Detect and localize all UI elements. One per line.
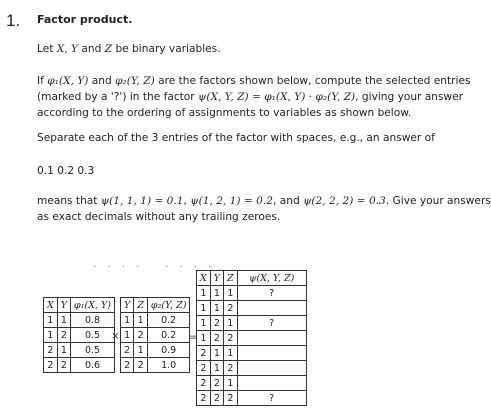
phi2-cell: 1 bbox=[121, 328, 134, 343]
psi-cell: 2 bbox=[197, 391, 211, 406]
psi-cell: 1 bbox=[224, 346, 238, 361]
phi1-value: 0.5 bbox=[71, 343, 115, 358]
psi-cell: 1 bbox=[210, 346, 223, 361]
phi1-cell: 1 bbox=[57, 313, 70, 328]
phi1-cell: 1 bbox=[44, 313, 58, 328]
table-row bbox=[197, 391, 307, 406]
phi1-cell: 2 bbox=[44, 343, 58, 358]
table-row bbox=[44, 343, 115, 358]
expl-math-3: ψ(2, 2, 2) = 0.3 bbox=[303, 195, 386, 207]
psi-cell: 2 bbox=[197, 346, 211, 361]
phi1-cell: 2 bbox=[57, 358, 70, 373]
example-explanation bbox=[37, 193, 491, 225]
intro-text-a: Let bbox=[37, 43, 57, 55]
psi-cell: 2 bbox=[224, 331, 238, 346]
table-row bbox=[197, 376, 307, 391]
phi2-table bbox=[120, 297, 190, 373]
phi1-table bbox=[43, 297, 115, 373]
expl-math-1: ψ(1, 1, 1) = 0.1 bbox=[100, 195, 184, 207]
table-row bbox=[197, 301, 307, 316]
phi1-cell: 1 bbox=[57, 343, 70, 358]
phi2-header-z: Z bbox=[134, 298, 148, 313]
instruction-paragraph bbox=[37, 73, 471, 121]
decorative-dots-left: · · · · bbox=[93, 262, 144, 273]
example-answer: 0.1 0.2 0.3 bbox=[37, 165, 95, 177]
psi-cell: 1 bbox=[210, 301, 223, 316]
table-row bbox=[44, 328, 115, 343]
psi-value bbox=[237, 346, 306, 361]
psi-cell: 1 bbox=[197, 331, 211, 346]
instr-text-c: are the factors shown below, compute the selected entries bbox=[154, 75, 471, 87]
psi-cell: 1 bbox=[224, 376, 238, 391]
instr-math-psi: ψ(X, Y, Z) = φ₁(X, Y) · φ₂(Y, Z) bbox=[198, 91, 356, 103]
phi1-cell: 2 bbox=[44, 358, 58, 373]
phi1-value: 0.5 bbox=[71, 328, 115, 343]
psi-cell: 2 bbox=[210, 331, 223, 346]
expl-text-a: means that bbox=[37, 195, 101, 207]
psi-cell: 2 bbox=[224, 361, 238, 376]
intro-text-b: and bbox=[78, 43, 105, 55]
expl-text-b: , bbox=[183, 195, 191, 207]
psi-header-y: Y bbox=[210, 271, 223, 286]
phi1-header-value: φ₁(X, Y) bbox=[71, 298, 115, 313]
psi-cell: 1 bbox=[224, 316, 238, 331]
intro-paragraph bbox=[37, 41, 221, 57]
instr-math-phi2: φ₂(Y, Z) bbox=[115, 75, 155, 87]
phi2-value: 0.2 bbox=[147, 313, 190, 328]
intro-var-z: Z bbox=[104, 43, 113, 55]
table-row bbox=[197, 286, 307, 301]
psi-cell: 1 bbox=[197, 301, 211, 316]
psi-cell: 1 bbox=[224, 286, 238, 301]
phi2-value: 1.0 bbox=[147, 358, 190, 373]
expl-text-d: . Give your answers bbox=[385, 195, 491, 207]
table-row bbox=[121, 313, 190, 328]
explanation-line-1 bbox=[37, 193, 491, 209]
psi-value bbox=[237, 331, 306, 346]
table-row bbox=[197, 361, 307, 376]
instruction-line-3: according to the ordering of assignments to variables as shown below. bbox=[37, 107, 412, 119]
question-number: 1. bbox=[6, 11, 21, 30]
phi1-cell: 1 bbox=[44, 328, 58, 343]
instruction-line-2 bbox=[37, 89, 471, 105]
psi-cell: 1 bbox=[210, 361, 223, 376]
psi-cell: 2 bbox=[224, 391, 238, 406]
phi2-header-row bbox=[121, 298, 190, 313]
phi2-header-value: φ₂(Y, Z) bbox=[147, 298, 190, 313]
table-row bbox=[121, 328, 190, 343]
psi-value bbox=[237, 376, 306, 391]
phi1-value: 0.8 bbox=[71, 313, 115, 328]
phi2-cell: 2 bbox=[121, 358, 134, 373]
expl-text-c: , and bbox=[273, 195, 304, 207]
phi1-header-y: Y bbox=[57, 298, 70, 313]
phi1-header-row bbox=[44, 298, 115, 313]
phi2-value: 0.9 bbox=[147, 343, 190, 358]
phi2-cell: 2 bbox=[134, 328, 148, 343]
psi-cell: 2 bbox=[210, 376, 223, 391]
phi1-cell: 2 bbox=[57, 328, 70, 343]
phi2-value: 0.2 bbox=[147, 328, 190, 343]
psi-header-x: X bbox=[197, 271, 211, 286]
psi-cell: 1 bbox=[210, 286, 223, 301]
psi-value: ? bbox=[237, 286, 306, 301]
table-row bbox=[44, 358, 115, 373]
psi-cell: 2 bbox=[224, 301, 238, 316]
psi-header-z: Z bbox=[224, 271, 238, 286]
table-row bbox=[44, 313, 115, 328]
decorative-dots-right: · · · · bbox=[165, 262, 216, 273]
table-row bbox=[121, 343, 190, 358]
psi-cell: 2 bbox=[197, 361, 211, 376]
table-row bbox=[197, 331, 307, 346]
phi1-header-x: X bbox=[44, 298, 58, 313]
intro-vars-xy: X, Y bbox=[56, 43, 79, 55]
psi-cell: 2 bbox=[210, 391, 223, 406]
psi-value: ? bbox=[237, 391, 306, 406]
psi-cell: 2 bbox=[210, 316, 223, 331]
psi-table bbox=[196, 270, 307, 406]
psi-value bbox=[237, 301, 306, 316]
table-row bbox=[121, 358, 190, 373]
phi2-header-y: Y bbox=[121, 298, 134, 313]
explanation-line-2: as exact decimals without any trailing zeroes. bbox=[37, 211, 281, 223]
instr-text-e: , giving your answer bbox=[355, 91, 464, 103]
question-title: Factor product. bbox=[37, 13, 133, 26]
equals-operator: = bbox=[189, 332, 198, 343]
phi1-value: 0.6 bbox=[71, 358, 115, 373]
instr-text-b: and bbox=[88, 75, 116, 87]
phi2-cell: 2 bbox=[121, 343, 134, 358]
psi-header-value: ψ(X, Y, Z) bbox=[237, 271, 306, 286]
instruction-line-1 bbox=[37, 73, 471, 89]
times-operator: × bbox=[111, 331, 120, 342]
intro-text-c: be binary variables. bbox=[112, 43, 221, 55]
expl-math-2: ψ(1, 2, 1) = 0.2 bbox=[190, 195, 274, 207]
psi-cell: 2 bbox=[197, 376, 211, 391]
table-row bbox=[197, 316, 307, 331]
instr-text-d: (marked by a '?') in the factor bbox=[37, 91, 199, 103]
psi-value: ? bbox=[237, 316, 306, 331]
phi2-cell: 1 bbox=[121, 313, 134, 328]
separator-instruction: Separate each of the 3 entries of the factor with spaces, e.g., an answer of bbox=[37, 132, 435, 144]
psi-value bbox=[237, 361, 306, 376]
phi2-cell: 1 bbox=[134, 313, 148, 328]
phi2-cell: 2 bbox=[134, 358, 148, 373]
psi-cell: 1 bbox=[197, 316, 211, 331]
instr-math-phi1: φ₁(X, Y) bbox=[47, 75, 89, 87]
psi-cell: 1 bbox=[197, 286, 211, 301]
table-row bbox=[197, 346, 307, 361]
instr-text-a: If bbox=[37, 75, 48, 87]
psi-header-row bbox=[197, 271, 307, 286]
phi2-cell: 1 bbox=[134, 343, 148, 358]
